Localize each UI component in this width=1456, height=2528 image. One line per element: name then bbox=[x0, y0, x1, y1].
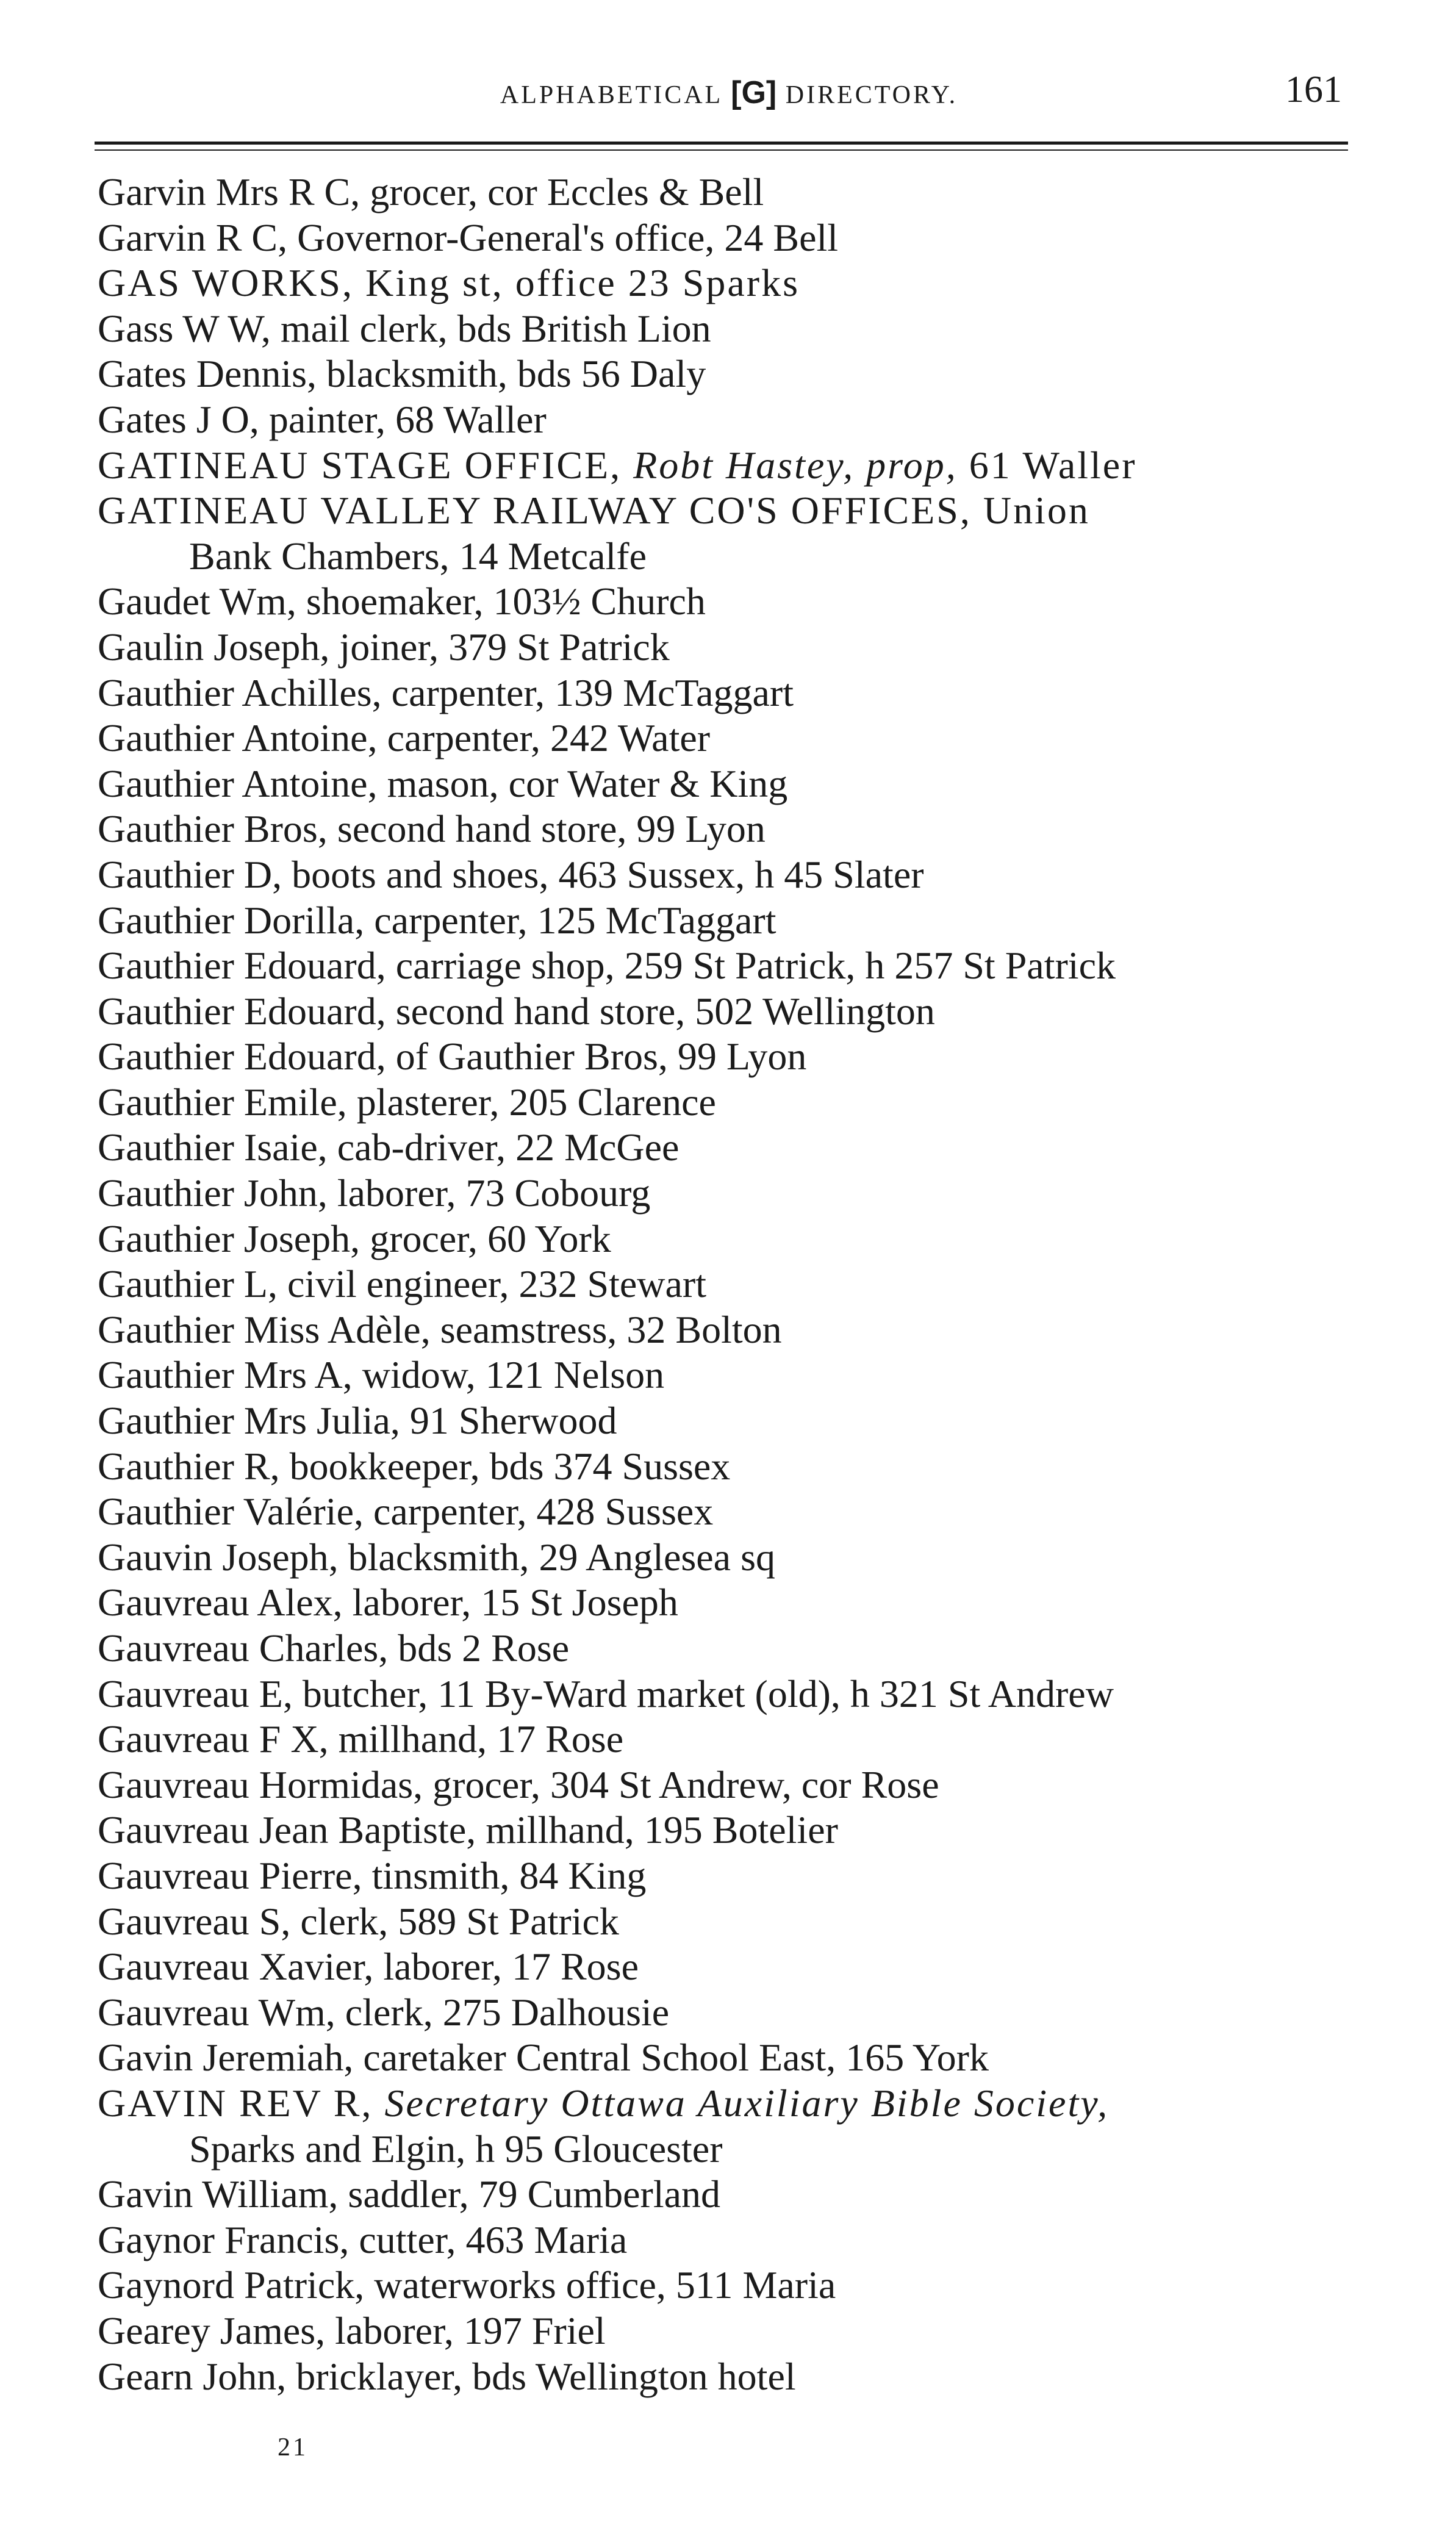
section-letter: [G] bbox=[731, 75, 777, 110]
directory-entry: Garvin Mrs R C, grocer, cor Eccles & Bell bbox=[98, 170, 764, 214]
directory-entry bbox=[98, 443, 1354, 489]
directory-entry: Gauthier D, boots and shoes, 463 Sussex, h 45 Slater bbox=[98, 852, 924, 896]
directory-entry: Gaynor Francis, cutter, 463 Maria bbox=[98, 2217, 628, 2261]
directory-entries bbox=[98, 170, 1354, 2399]
page-header bbox=[104, 68, 1354, 123]
entry-name: GAVIN REV R, bbox=[98, 2081, 385, 2125]
directory-entry: Gearn John, bricklayer, bds Wellington hotel bbox=[98, 2354, 796, 2398]
running-head-left: ALPHABETICAL bbox=[500, 81, 722, 109]
directory-entry: Gauthier Edouard, carriage shop, 259 St Patrick, h 257 St Patrick bbox=[98, 944, 1116, 988]
running-head-right: DIRECTORY. bbox=[785, 81, 958, 109]
directory-entry: Gauthier Isaie, cab-driver, 22 McGee bbox=[98, 1126, 680, 1169]
directory-entry: Gauvreau F X, millhand, 17 Rose bbox=[98, 1717, 624, 1761]
directory-entry: Gauvreau Hormidas, grocer, 304 St Andrew, cor Rose bbox=[98, 1762, 939, 1806]
directory-entry-continuation: Sparks and Elgin, h 95 Gloucester bbox=[189, 2127, 723, 2171]
directory-entry: Gauvreau Jean Baptiste, millhand, 195 Botelier bbox=[98, 1808, 838, 1852]
directory-entry: Gauvreau Xavier, laborer, 17 Rose bbox=[98, 1945, 639, 1989]
header-rule-thin bbox=[95, 149, 1348, 151]
entry-address: 61 Waller bbox=[957, 443, 1137, 487]
directory-entry-continuation: Bank Chambers, 14 Metcalfe bbox=[189, 534, 647, 578]
directory-entry: Gavin Jeremiah, caretaker Central School East, 165 York bbox=[98, 2036, 989, 2080]
directory-entry: GATINEAU VALLEY RAILWAY CO'S OFFICES, Union bbox=[98, 489, 1090, 533]
directory-entry: Gauthier Valérie, carpenter, 428 Sussex bbox=[98, 1490, 714, 1534]
directory-entry: Gauthier Joseph, grocer, 60 York bbox=[98, 1216, 611, 1260]
directory-entry: Gaudet Wm, shoemaker, 103½ Church bbox=[98, 580, 706, 623]
directory-entry: Gauthier Emile, plasterer, 205 Clarence bbox=[98, 1080, 716, 1124]
directory-entry: Gauthier Mrs A, widow, 121 Nelson bbox=[98, 1353, 665, 1397]
entry-italic-note: Secretary Ottawa Auxiliary Bible Society, bbox=[384, 2081, 1110, 2125]
directory-entry: Gauvreau Charles, bds 2 Rose bbox=[98, 1626, 570, 1670]
directory-entry: GAS WORKS, King st, office 23 Sparks bbox=[98, 261, 800, 305]
directory-entry: Gass W W, mail clerk, bds British Lion bbox=[98, 306, 711, 350]
directory-entry: Gauthier Dorilla, carpenter, 125 McTaggart bbox=[98, 898, 776, 942]
entry-italic-note: Robt Hastey, prop, bbox=[633, 443, 958, 487]
directory-entry: Gates Dennis, blacksmith, bds 56 Daly bbox=[98, 352, 706, 396]
directory-entry: Gauvin Joseph, blacksmith, 29 Anglesea sq bbox=[98, 1535, 775, 1579]
directory-entry: Gauthier Bros, second hand store, 99 Lyon bbox=[98, 807, 766, 851]
directory-entry: Gauthier Antoine, carpenter, 242 Water bbox=[98, 716, 711, 760]
running-head bbox=[104, 74, 1354, 111]
directory-entry: Gauvreau E, butcher, 11 By-Ward market (old), h 321 St Andrew bbox=[98, 1672, 1114, 1715]
directory-entry: Gauthier R, bookkeeper, bds 374 Sussex bbox=[98, 1444, 731, 1488]
directory-entry: Gauthier Miss Adèle, seamstress, 32 Bolton bbox=[98, 1307, 782, 1351]
header-rule-thick bbox=[95, 142, 1348, 145]
directory-entry: Gauthier John, laborer, 73 Cobourg bbox=[98, 1171, 651, 1215]
directory-entry: Gates J O, painter, 68 Waller bbox=[98, 397, 547, 441]
directory-entry: Gauvreau S, clerk, 589 St Patrick bbox=[98, 1899, 619, 1943]
signature-mark: 21 bbox=[278, 2433, 308, 2462]
directory-entry: Garvin R C, Governor-General's office, 24 Bell bbox=[98, 215, 839, 259]
directory-entry: Gavin William, saddler, 79 Cumberland bbox=[98, 2172, 721, 2216]
directory-entry: Gaynord Patrick, waterworks office, 511 Maria bbox=[98, 2263, 836, 2307]
directory-entry: Gaulin Joseph, joiner, 379 St Patrick bbox=[98, 625, 670, 669]
page-number: 161 bbox=[1285, 69, 1342, 110]
directory-entry: Gauthier Antoine, mason, cor Water & King bbox=[98, 761, 788, 805]
entry-name: GATINEAU STAGE OFFICE, bbox=[98, 443, 634, 487]
directory-entry: Gauvreau Wm, clerk, 275 Dalhousie bbox=[98, 1990, 670, 2034]
directory-entry: Gauthier Achilles, carpenter, 139 McTaggart bbox=[98, 670, 794, 714]
directory-entry bbox=[98, 2081, 1354, 2127]
directory-entry: Gauvreau Pierre, tinsmith, 84 King bbox=[98, 1853, 647, 1897]
directory-entry: Gauthier Edouard, second hand store, 502 Wellington bbox=[98, 989, 935, 1033]
directory-entry: Gauvreau Alex, laborer, 15 St Joseph bbox=[98, 1581, 678, 1625]
directory-entry: Gauthier Edouard, of Gauthier Bros, 99 Lyon bbox=[98, 1035, 807, 1079]
directory-entry: Gauthier Mrs Julia, 91 Sherwood bbox=[98, 1399, 617, 1443]
directory-entry: Gearey James, laborer, 197 Friel bbox=[98, 2308, 606, 2352]
directory-entry: Gauthier L, civil engineer, 232 Stewart bbox=[98, 1262, 706, 1306]
